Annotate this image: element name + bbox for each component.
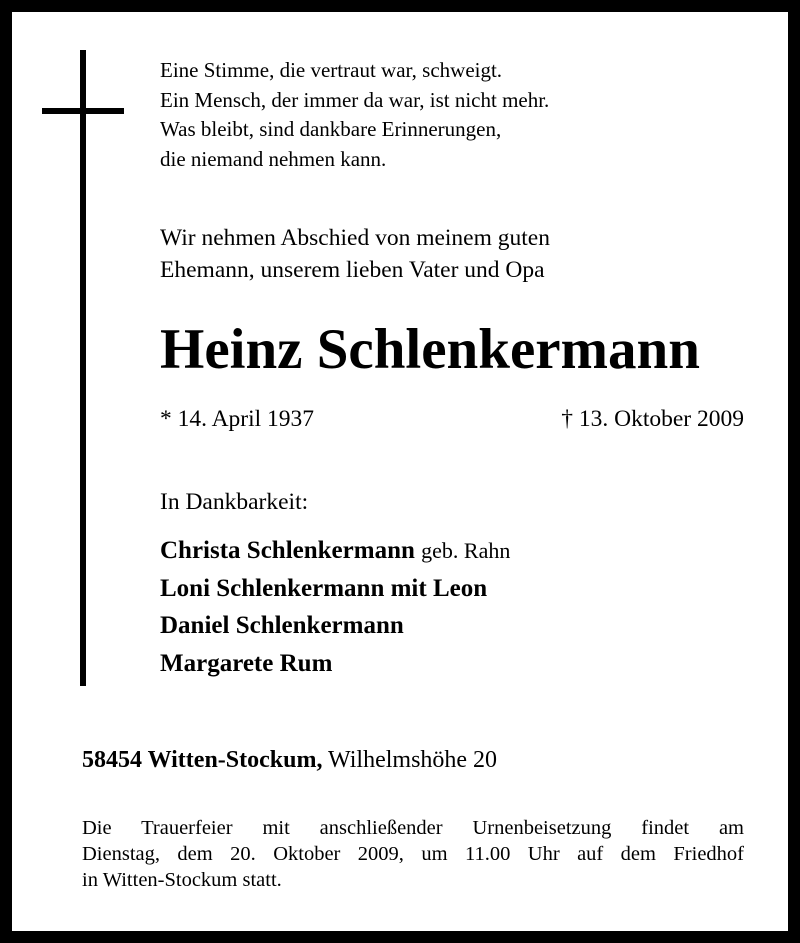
funeral-info xyxy=(82,815,744,893)
intro-line: Wir nehmen Abschied von meinem guten xyxy=(160,225,550,251)
funeral-line: Dienstag, dem 20. Oktober 2009, um 11.00 Uhr auf dem Friedhof xyxy=(82,843,744,865)
mourner-item xyxy=(160,532,510,570)
mourner-name: Margarete Rum xyxy=(160,649,333,677)
address xyxy=(82,744,497,776)
poem-line: Ein Mensch, der immer da war, ist nicht mehr. xyxy=(160,87,550,112)
mourner-list xyxy=(160,532,510,682)
address-street: Wilhelmshöhe 20 xyxy=(328,747,498,773)
mourner-name: Loni Schlenkermann mit Leon xyxy=(160,574,488,602)
cross-horizontal-bar xyxy=(42,108,124,114)
birth-date: * 14. April 1937 xyxy=(160,406,315,432)
cross-vertical-bar xyxy=(80,50,86,686)
mourner-note: geb. Rahn xyxy=(421,538,511,563)
life-dates xyxy=(160,403,744,435)
poem-line: die niemand nehmen kann. xyxy=(160,146,387,171)
poem-line: Eine Stimme, die vertraut war, schweigt. xyxy=(160,58,503,82)
intro-line: Ehemann, unserem lieben Vater und Opa xyxy=(160,257,545,283)
thanks-label: In Dankbarkeit: xyxy=(160,489,309,515)
memorial-poem xyxy=(160,56,549,174)
deceased-name: Heinz Schlenkermann xyxy=(160,318,700,381)
mourner-item xyxy=(160,607,510,645)
funeral-line: in Witten-Stockum statt. xyxy=(82,869,282,891)
mourner-name: Daniel Schlenkermann xyxy=(160,612,404,639)
mourner-item xyxy=(160,645,510,683)
death-date: † 13. Oktober 2009 xyxy=(561,406,744,432)
funeral-line: Die Trauerfeier mit anschließender Urnenbeisetzung findet am xyxy=(82,817,744,839)
farewell-intro xyxy=(160,222,550,286)
mourner-item xyxy=(160,570,510,608)
mourner-name: Christa Schlenkermann xyxy=(160,537,415,564)
poem-line: Was bleibt, sind dankbare Erinnerungen, xyxy=(160,117,502,141)
address-city: 58454 Witten-Stockum, xyxy=(82,747,323,773)
